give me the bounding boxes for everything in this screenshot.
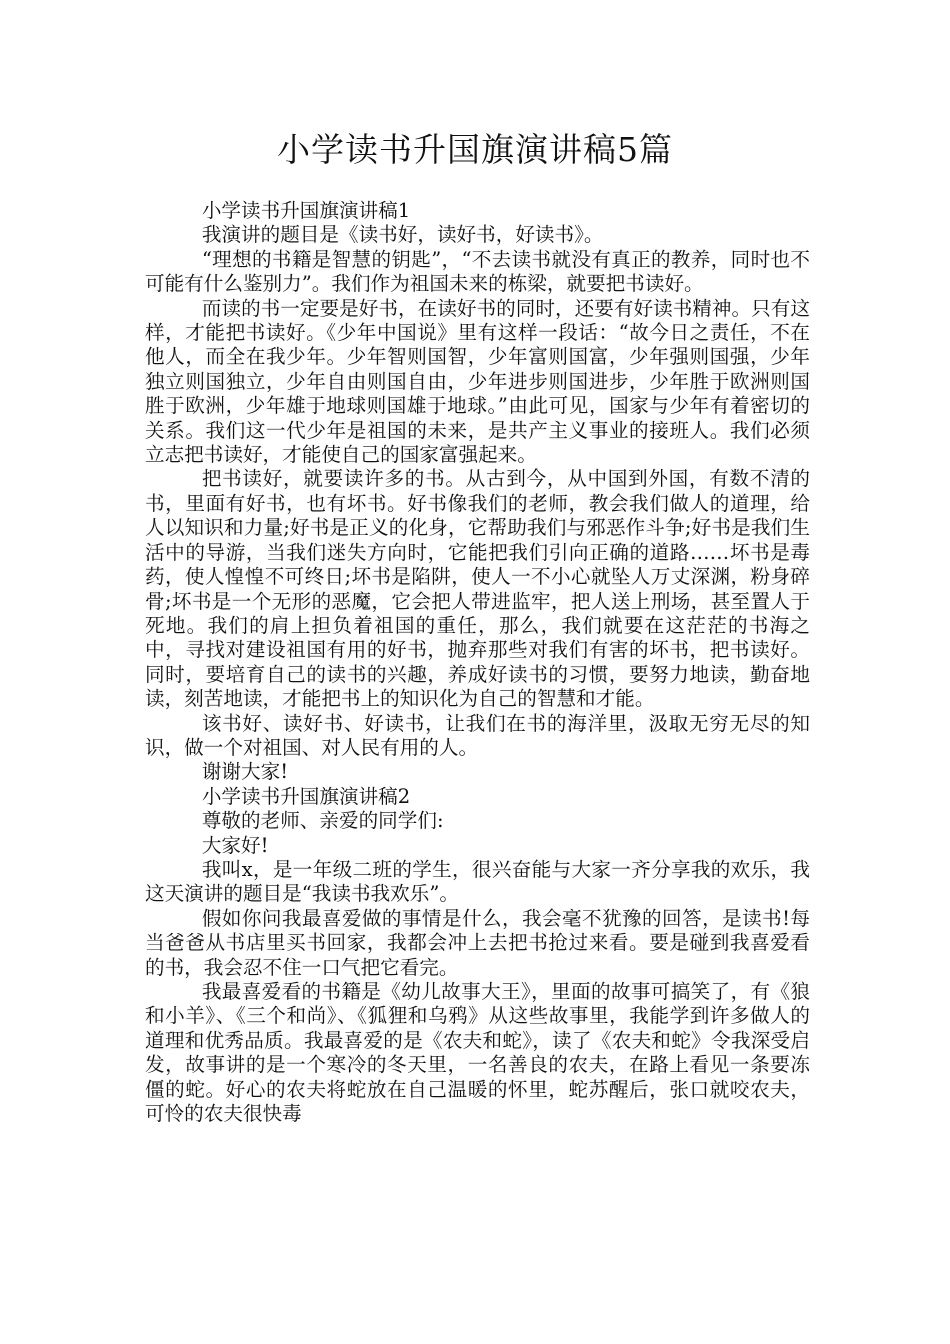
paragraph: 尊敬的老师、亲爱的同学们: [201,809,444,833]
paragraph: 我演讲的题目是《读书好，读好书，好读书》。 [201,223,604,247]
paragraph: 把书读好，就要读许多的书。从古到今，从中国到外国，有数不清的书，里面有好书，也有坏书。好书像我们的老师，教会我们做人的道理，给人以知识和力量;好书是正义的化身，它帮助我们与邪恶作斗争;好书是我们生活中的导游，当我们迷失方向时，它能把我们引向正确的道路……坏书是毒药，使人惶惶不可终日;坏书是陷阱，使人一不小心就坠人万丈深渊，粉身碎骨;坏书是一个无形的恶魔，它会把人带进监牢，把人送上刑场，甚至置人于死地。我们的肩上担负着祖国的重任，那么，我们就要在这茫茫的书海之中，寻找对建设祖国有用的好书，抛弃那些对我们有害的坏书，把书读好。同时，要培育自己的读书的兴趣，养成好读书的习惯，要努力地读，勤奋地读，刻苦地读，才能把书上的知识化为自己的智慧和才能。 [145,467,810,711]
paragraph: 大家好! [201,833,269,857]
paragraph: 谢谢大家! [201,760,289,784]
section-heading-1: 小学读书升国旗演讲稿1 [201,199,411,222]
paragraph: “理想的书籍是智慧的钥匙”，“不去读书就没有真正的教养，同时也不可能有什么鉴别力”。我们作为祖国未来的栋梁，就要把书读好。 [145,247,810,296]
paragraph: 该书好、读好书、好读书，让我们在书的海洋里，汲取无穷无尽的知识，做一个对祖国、对人民有用的人。 [145,711,810,759]
document-title: 小学读书升国旗演讲稿5篇 [277,130,673,169]
paragraph: 假如你问我最喜爱做的事情是什么，我会毫不犹豫的回答，是读书!每当爸爸从书店里买书回家，我都会冲上去把书抢过来看。要是碰到我喜爱看的书，我会忍不住一口气把它看完。 [145,906,810,979]
section-heading-2: 小学读书升国旗演讲稿2 [201,784,411,808]
paragraph: 我最喜爱看的书籍是《幼儿故事大王》，里面的故事可搞笑了，有《狼和小羊》、《三个和尚》、《狐狸和乌鸦》从这些故事里，我能学到许多做人的道理和优秀品质。我最喜爱的是《农夫和蛇》，读了《农夫和蛇》令我深受启发，故事讲的是一个寒冷的冬天里，一名善良的农夫，在路上看见一条要冻僵的蛇。好心的农夫将蛇放在自己温暖的怀里，蛇苏醒后，张口就咬农夫，可怜的农夫很快毒 [145,980,810,1126]
paragraph: 而读的书一定要是好书，在读好书的同时，还要有好读书精神。只有这样，才能把书读好。《少年中国说》里有这样一段话：“故今日之责任，不在他人，而全在我少年。少年智则国智，少年富则国富，少年强则国强，少年独立则国独立，少年自由则国自由，少年进步则国进步，少年胜于欧洲则国胜于欧洲，少年雄于地球则国雄于地球。”由此可见，国家与少年有着密切的关系。我们这一代少年是祖国的未来，是共产主义事业的接班人。我们必须立志把书读好，才能使自己的国家富强起来。 [145,296,810,467]
paragraph: 我叫x，是一年级二班的学生，很兴奋能与大家一齐分享我的欢乐，我这天演讲的题目是“我读书我欢乐”。 [145,857,810,906]
document-body [145,199,810,1126]
